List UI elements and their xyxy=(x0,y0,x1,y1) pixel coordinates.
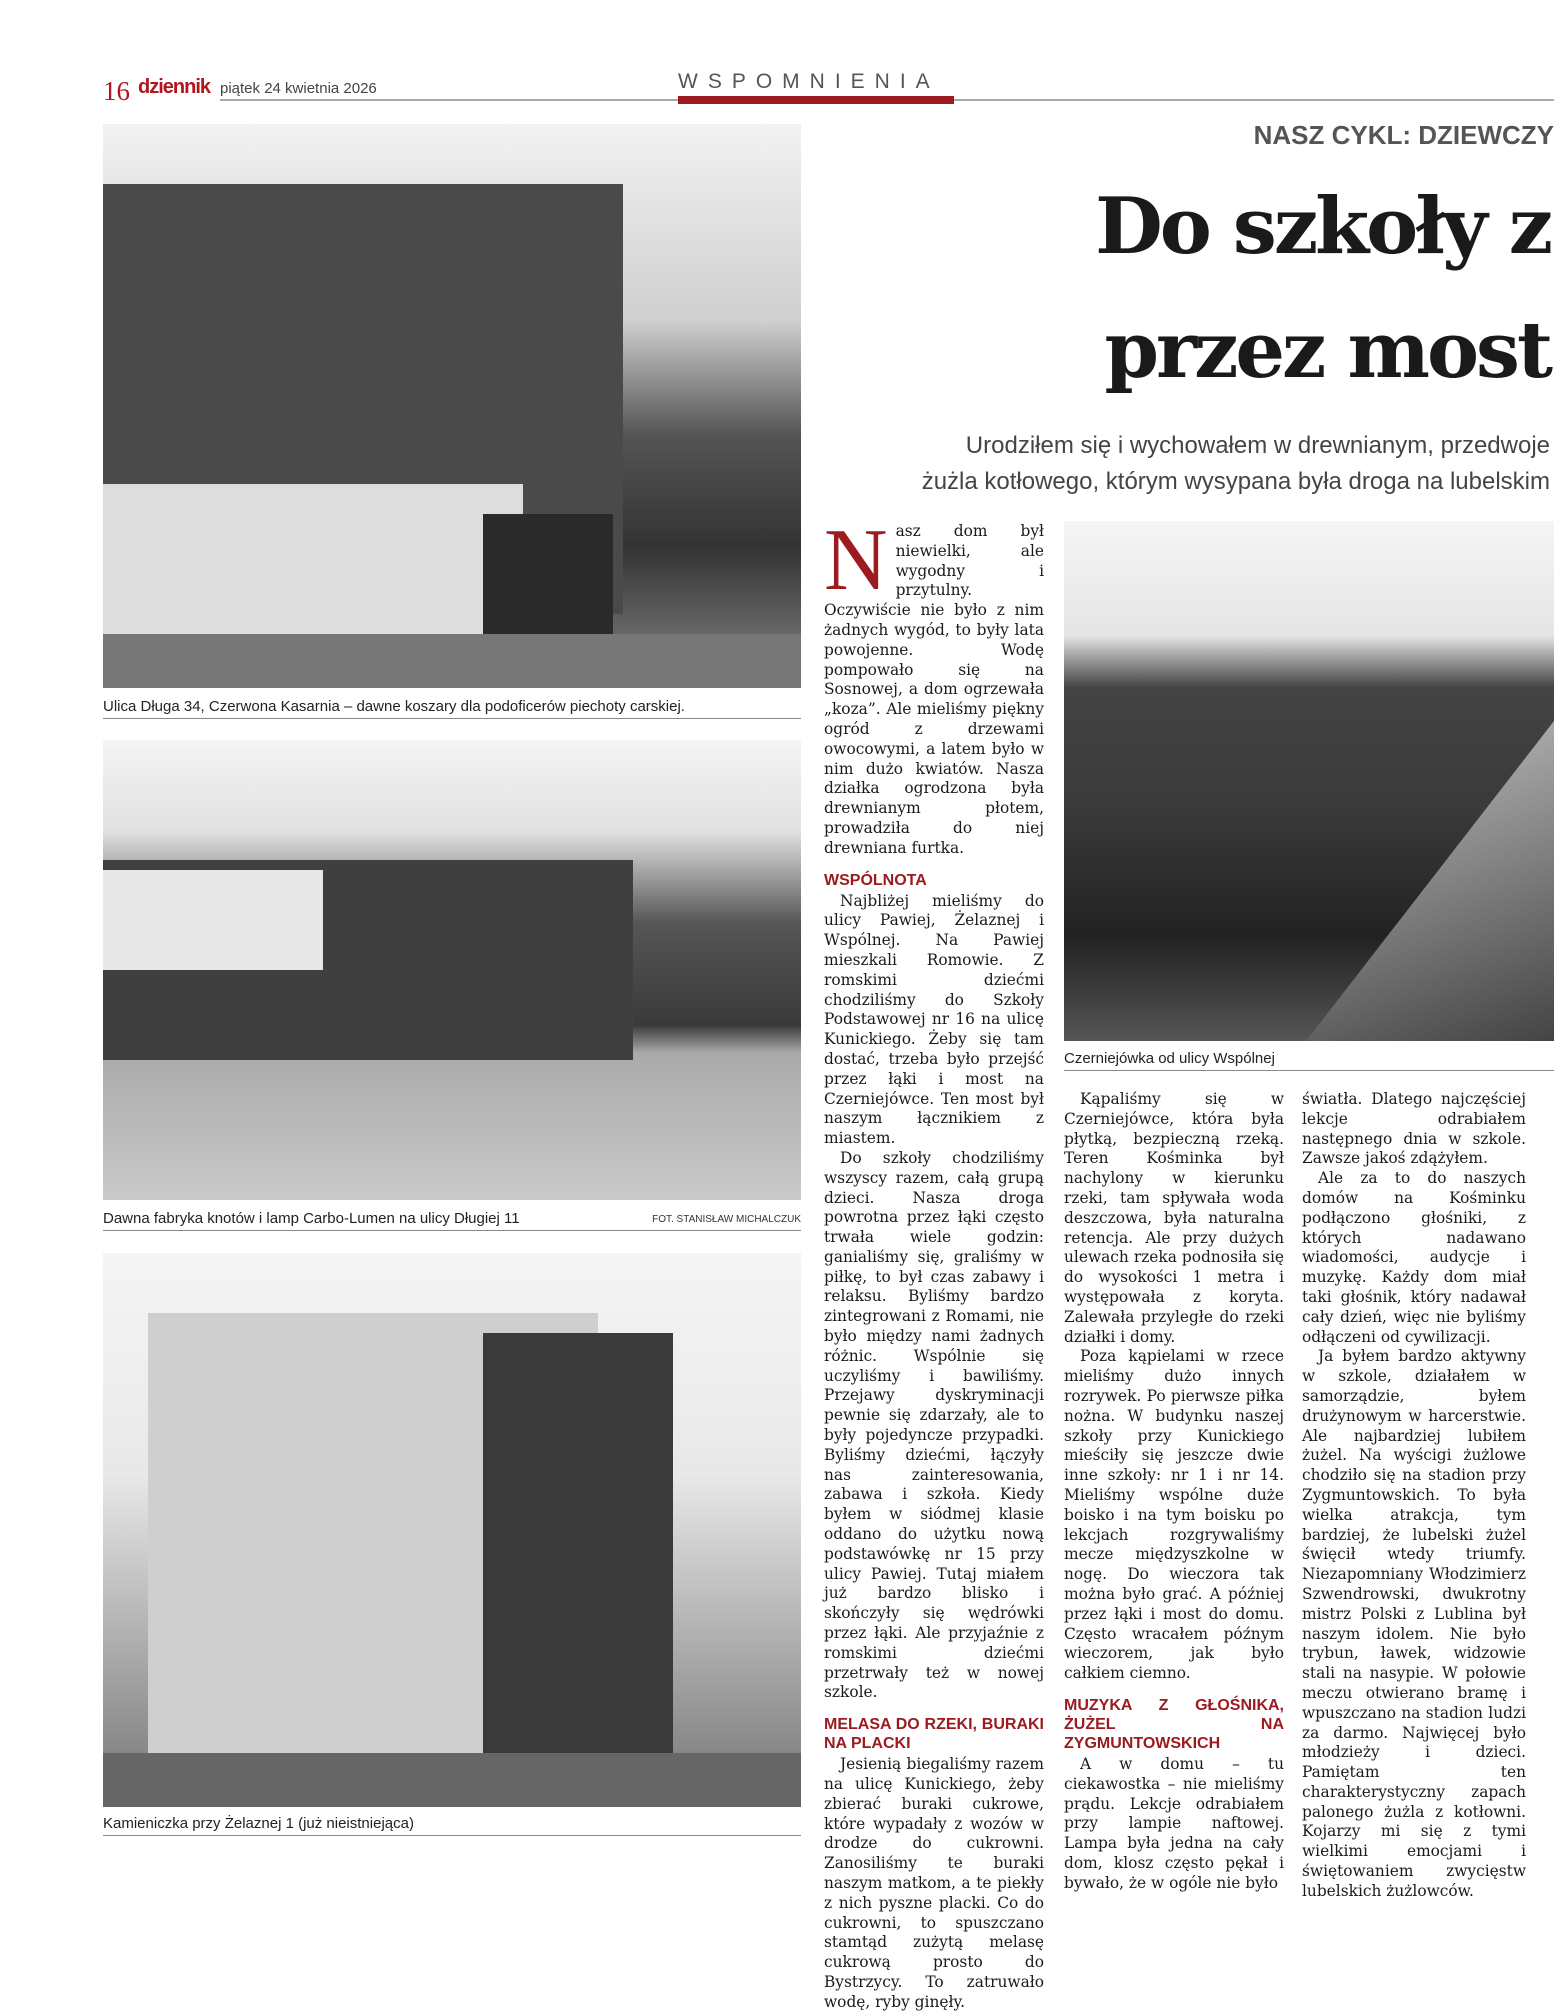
paragraph: A w domu – tu ciekawostka – nie mieliśmy prądu. Lekcje odrabiałem przy lampie naftowej. Lampa była jedna na cały dom, klosz często pękał i bywało, że w ogóle nie było xyxy=(1064,1754,1284,1892)
photo-czerniejowka xyxy=(1064,521,1554,1041)
headline xyxy=(980,165,1550,413)
issue-date: piątek 24 kwietnia 2026 xyxy=(220,80,377,97)
paragraph: Do szkoły chodziliśmy wszyscy razem, całą grupą dzieci. Nasza droga powrotna przez łąki często trwała wiele godzin: ganialiśmy się, graliśmy w piłkę, to był czas zabawy i relaksu. Byliśmy bardzo zintegrowani z Romami, nie było między nami żadnych różnic. Wspólnie się uczyliśmy i bawiliśmy. Przejawy dyskryminacji pewnie się zdarzały, ale to były pojedyncze przypadki. Byliśmy dziećmi, łączyły nas zainteresowania, zabawa i szkoła. Kiedy byłem w siódmej klasie oddano do użytku nową podstawówkę nr 15 przy ulicy Pawiej. Tutaj miałem już bardzo blisko i skończyły się wędrówki przez łąki. Ale przyjaźnie z romskimi dziećmi przetrwały też w nowej szkole. xyxy=(824,1148,1044,1702)
paragraph: Najbliżej mieliśmy do ulicy Pawiej, Żelaznej i Wspólnej. Na Pawiej mieszkali Romowie. Z romskimi dziećmi chodziliśmy do Szkoły Podstawowej nr 16 na ulicę Kunickiego. Żeby się tam dostać, trzeba było przejść przez łąki i most na Czerniejówce. Ten most był naszym łącznikiem z miastem. xyxy=(824,891,1044,1148)
headline-line: przez most xyxy=(1104,305,1550,396)
paragraph: Ale za to do naszych domów na Kośminku podłączono głośniki, z których nadawano wiadomości, audycje i muzykę. Każdy dom miał taki głośnik, który nadawał cały dzień, więc nie byliśmy odłączeni od cywilizacji. xyxy=(1302,1169,1526,1346)
paragraph: Jesienią biegaliśmy razem na ulicę Kunickiego, żeby zbierać buraki cukrowe, które wypadały z wozów w drodze do cukrowni. Zanosiliśmy te buraki naszym matkom, a te piekły z nich pyszne placki. Co do cukrowni, to spuszczano stamtąd zużytą melasę cukrową prosto do Bystrzycy. To zatruwało wodę, ryby ginęły. xyxy=(824,1755,1044,2011)
article-column-3 xyxy=(1302,1090,1526,1902)
headline-line: Do szkoły z xyxy=(1095,181,1550,272)
paragraph: Ja byłem bardzo aktywny w szkole, działałem w samorządzie, byłem drużynowym w harcerstwie. Ale najbardziej lubiłem żużel. Na wyścigi żużlowe chodziło się na stadion przy Zygmuntowskich. To była wielka atrakcja, tym bardziej, że lubelski żużel święcił wtedy triumfy. Niezapomniany Włodzimierz Szwendrowski, dwukrotny mistrz Polski z Lublina był naszym idolem. Nie było trybun, ławek, widzowie stali na nasypie. W połowie meczu otwierano bramę i wpuszczano na stadion ludzi za darmo. Najwięcej było młodzieży i dzieci. Pamiętam ten charakterystyczny zapach palonego żużla z kotłowni. Kojarzy mi się z tymi wielkimi emocjami i świętowaniem zwycięstw lubelskich żużlowców. xyxy=(1302,1347,1526,1900)
paragraph: Kąpaliśmy się w Czerniejówce, która była płytką, bezpieczną rzeką. Teren Kośminka był nachylony w kierunku rzeki, tam spływała woda deszczowa, była naturalna retencja. Ale przy dużych ulewach rzeka podnosiła się do wysokości 1 metra i występowała z koryta. Zalewała przyległe do rzeki działki i domy. xyxy=(1064,1090,1284,1346)
photo-kamieniczka xyxy=(103,1253,801,1807)
subheading: MUZYKA Z GŁOŚNIKA, ŻUŻEL NA ZYGMUNTOWSKICH xyxy=(1064,1696,1284,1752)
photo-caption: Czerniejówka od ulicy Wspólnej xyxy=(1064,1050,1554,1071)
photo-caption xyxy=(103,1210,801,1231)
photo-carbo-lumen xyxy=(103,740,801,1200)
section-title: WSPOMNIENIA xyxy=(678,70,940,93)
caption-text: Dawna fabryka knotów i lamp Carbo-Lumen na ulicy Długiej 11 xyxy=(103,1210,520,1227)
standfirst-line: Urodziłem się i wychowałem w drewnianym, przedwoje xyxy=(965,432,1550,459)
article-column-2 xyxy=(1064,1090,1284,1893)
paragraph: Poza kąpielami w rzece mieliśmy dużo innych rozrywek. Po pierwsze piłka nożna. W budynku naszej szkoły przy Kunickiego mieściły się jeszcze dwie inne szkoły: nr 1 i nr 14. Mieliśmy wspólne duże boisko i na tym boisku po lekcjach rozgrywaliśmy mecze międzyszkolne w nogę. Do wieczora tak można było grać. A później przez łąki i most do domu. Często wracałem późnym wieczorem, jak było całkiem ciemno. xyxy=(1064,1347,1284,1683)
photo-czerwona-kasarnia xyxy=(103,124,801,688)
paragraph: światła. Dlatego najczęściej lekcje odrabiałem następnego dnia w szkole. Zawsze jakoś zdążyłem. xyxy=(1302,1090,1526,1168)
paragraph: asz dom był niewielki, ale wygodny i przytulny. Oczywiście nie było z nim żadnych wygód, to były lata powojenne. Wodę pompowało się na Sosnowej, a dom ogrzewała „koza”. Ale mieliśmy piękny ogród z drzewami owocowymi, a latem było w nim dużo kwiatów. Nasza działka ogrodzona była drewnianym płotem, prowadziła do niej drewniana furtka. xyxy=(824,522,1044,857)
newspaper-logo: dziennik xyxy=(138,76,211,98)
photo-caption: Kamieniczka przy Żelaznej 1 (już nieistniejąca) xyxy=(103,1815,801,1836)
subheading: WSPÓLNOTA xyxy=(824,871,927,889)
standfirst xyxy=(830,428,1550,500)
page-number: 16 xyxy=(103,76,130,106)
series-kicker: NASZ CYKL: DZIEWCZY xyxy=(1253,120,1554,150)
subheading: MELASA DO RZEKI, BURAKI NA PLACKI xyxy=(824,1716,1044,1753)
photo-caption: Ulica Długa 34, Czerwona Kasarnia – dawne koszary dla podoficerów piechoty carskiej. xyxy=(103,698,801,719)
section-bar xyxy=(678,96,954,104)
photo-credit: FOT. STANISŁAW MICHALCZUK xyxy=(652,1214,801,1225)
article-column-1 xyxy=(824,512,1044,2013)
drop-cap: N xyxy=(824,512,888,609)
standfirst-line: żużla kotłowego, którym wysypana była droga na lubelskim xyxy=(921,468,1550,495)
